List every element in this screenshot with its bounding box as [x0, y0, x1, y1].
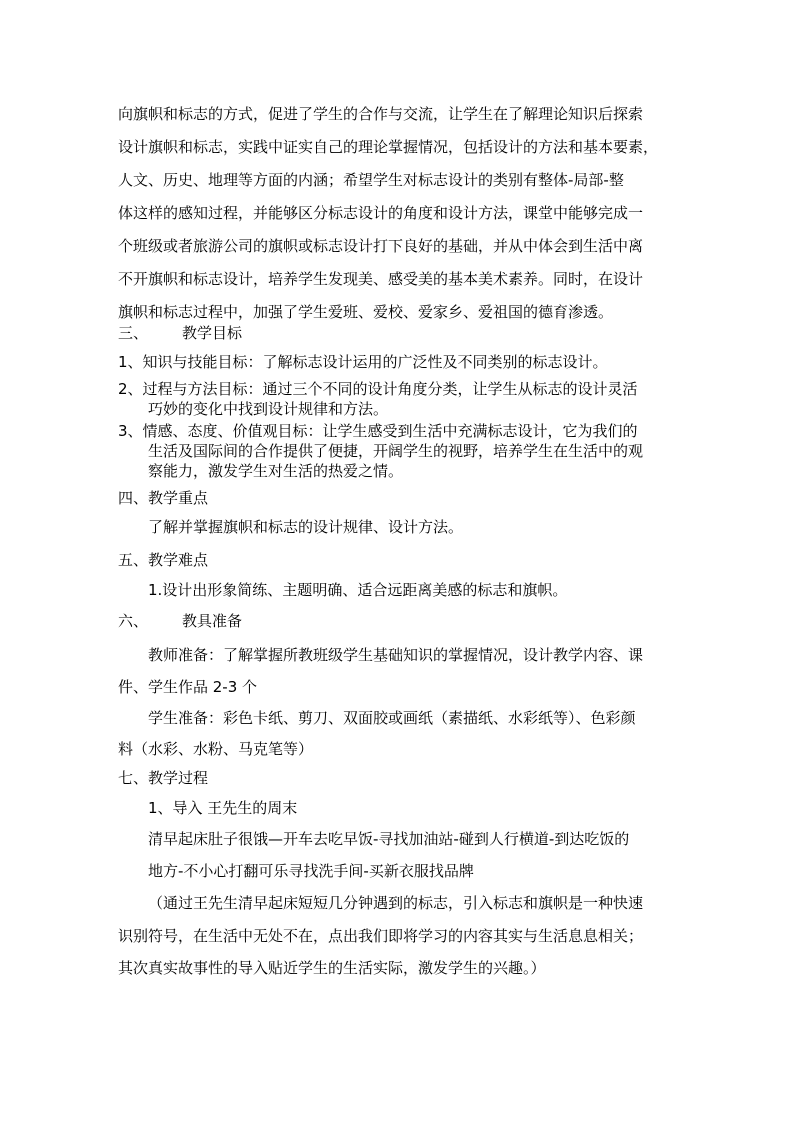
goal-number: 2、	[118, 380, 143, 398]
section-heading	[118, 611, 242, 631]
goal-item	[118, 379, 638, 399]
section-number: 三、	[118, 324, 149, 342]
goal-text-cont: 生活及国际间的合作提供了便捷，开阔学生的视野，培养学生在生活中的观	[148, 442, 644, 460]
teacher-prep-cont: 件、学生作品 2-3 个	[118, 678, 258, 696]
section-heading: 五、教学难点	[118, 551, 209, 569]
goal-number: 3、	[118, 422, 143, 440]
section-title: 教学目标	[182, 324, 243, 342]
student-prep-cont: 料（水彩、水粉、马克笔等）	[118, 740, 314, 758]
section-heading	[118, 323, 242, 343]
goal-text-cont: 察能力，激发学生对生活的热爱之情。	[148, 462, 404, 480]
goal-text-cont: 巧妙的变化中找到设计规律和方法。	[148, 400, 389, 418]
goal-number: 1、	[118, 353, 143, 371]
para-line: 不开旗帜和标志设计，培养学生发现美、感受美的基本美术素养。同时，在设计	[118, 270, 644, 288]
section-body: 1.设计出形象简练、主题明确、适合远距离美感的标志和旗帜。	[148, 581, 568, 599]
story-line: 清早起床肚子很饿—开车去吃早饭-寻找加油站-碰到人行横道-到达吃饭的	[148, 830, 630, 848]
section-heading: 四、教学重点	[118, 489, 209, 507]
section-title: 教具准备	[182, 612, 243, 630]
subsection-heading: 1、导入 王先生的周末	[148, 799, 298, 817]
student-prep: 学生准备：彩色卡纸、剪刀、双面胶或画纸（素描纸、水彩纸等）、色彩颜	[148, 709, 636, 727]
para-line: 旗帜和标志过程中，加强了学生爱班、爱校、爱家乡、爱祖国的德育渗透。	[118, 303, 614, 321]
teacher-prep: 教师准备：了解掌握所教班级学生基础知识的掌握情况，设计教学内容、课	[148, 646, 644, 664]
note-line: 识别符号，在生活中无处不在，点出我们即将学习的内容其实与生活息息相关；	[118, 927, 644, 945]
para-line: 体这样的感知过程，并能够区分标志设计的角度和设计方法，课堂中能够完成一	[118, 204, 644, 222]
section-heading: 七、教学过程	[118, 769, 209, 787]
section-number: 六、	[118, 612, 149, 630]
note-line: （通过王先生清早起床短短几分钟遇到的标志，引入标志和旗帜是一种快速	[148, 894, 644, 912]
section-body: 了解并掌握旗帜和标志的设计规律、设计方法。	[148, 518, 464, 536]
para-line: 人文、历史、地理等方面的内涵；希望学生对标志设计的类别有整体-局部-整	[118, 171, 624, 189]
goal-text: 知识与技能目标：了解标志设计运用的广泛性及不同类别的标志设计。	[142, 353, 608, 371]
para-line: 个班级或者旅游公司的旗帜或标志设计打下良好的基础，并从中体会到生活中离	[118, 237, 644, 255]
para-line: 向旗帜和标志的方式，促进了学生的合作与交流，让学生在了解理论知识后探索	[118, 105, 644, 123]
story-line: 地方-不小心打翻可乐寻找洗手间-买新衣服找品牌	[148, 862, 474, 880]
goal-item	[118, 352, 608, 372]
goal-text: 过程与方法目标：通过三个不同的设计角度分类，让学生从标志的设计灵活	[142, 380, 638, 398]
para-line: 设计旗帜和标志，实践中证实自己的理论掌握情况，包括设计的方法和基本要素，	[118, 138, 659, 156]
goal-item	[118, 421, 638, 441]
goal-text: 情感、态度、价值观目标：让学生感受到生活中充满标志设计，它为我们的	[142, 422, 638, 440]
note-line: 其次真实故事性的导入贴近学生的生活实际，激发学生的兴趣。）	[118, 959, 546, 977]
